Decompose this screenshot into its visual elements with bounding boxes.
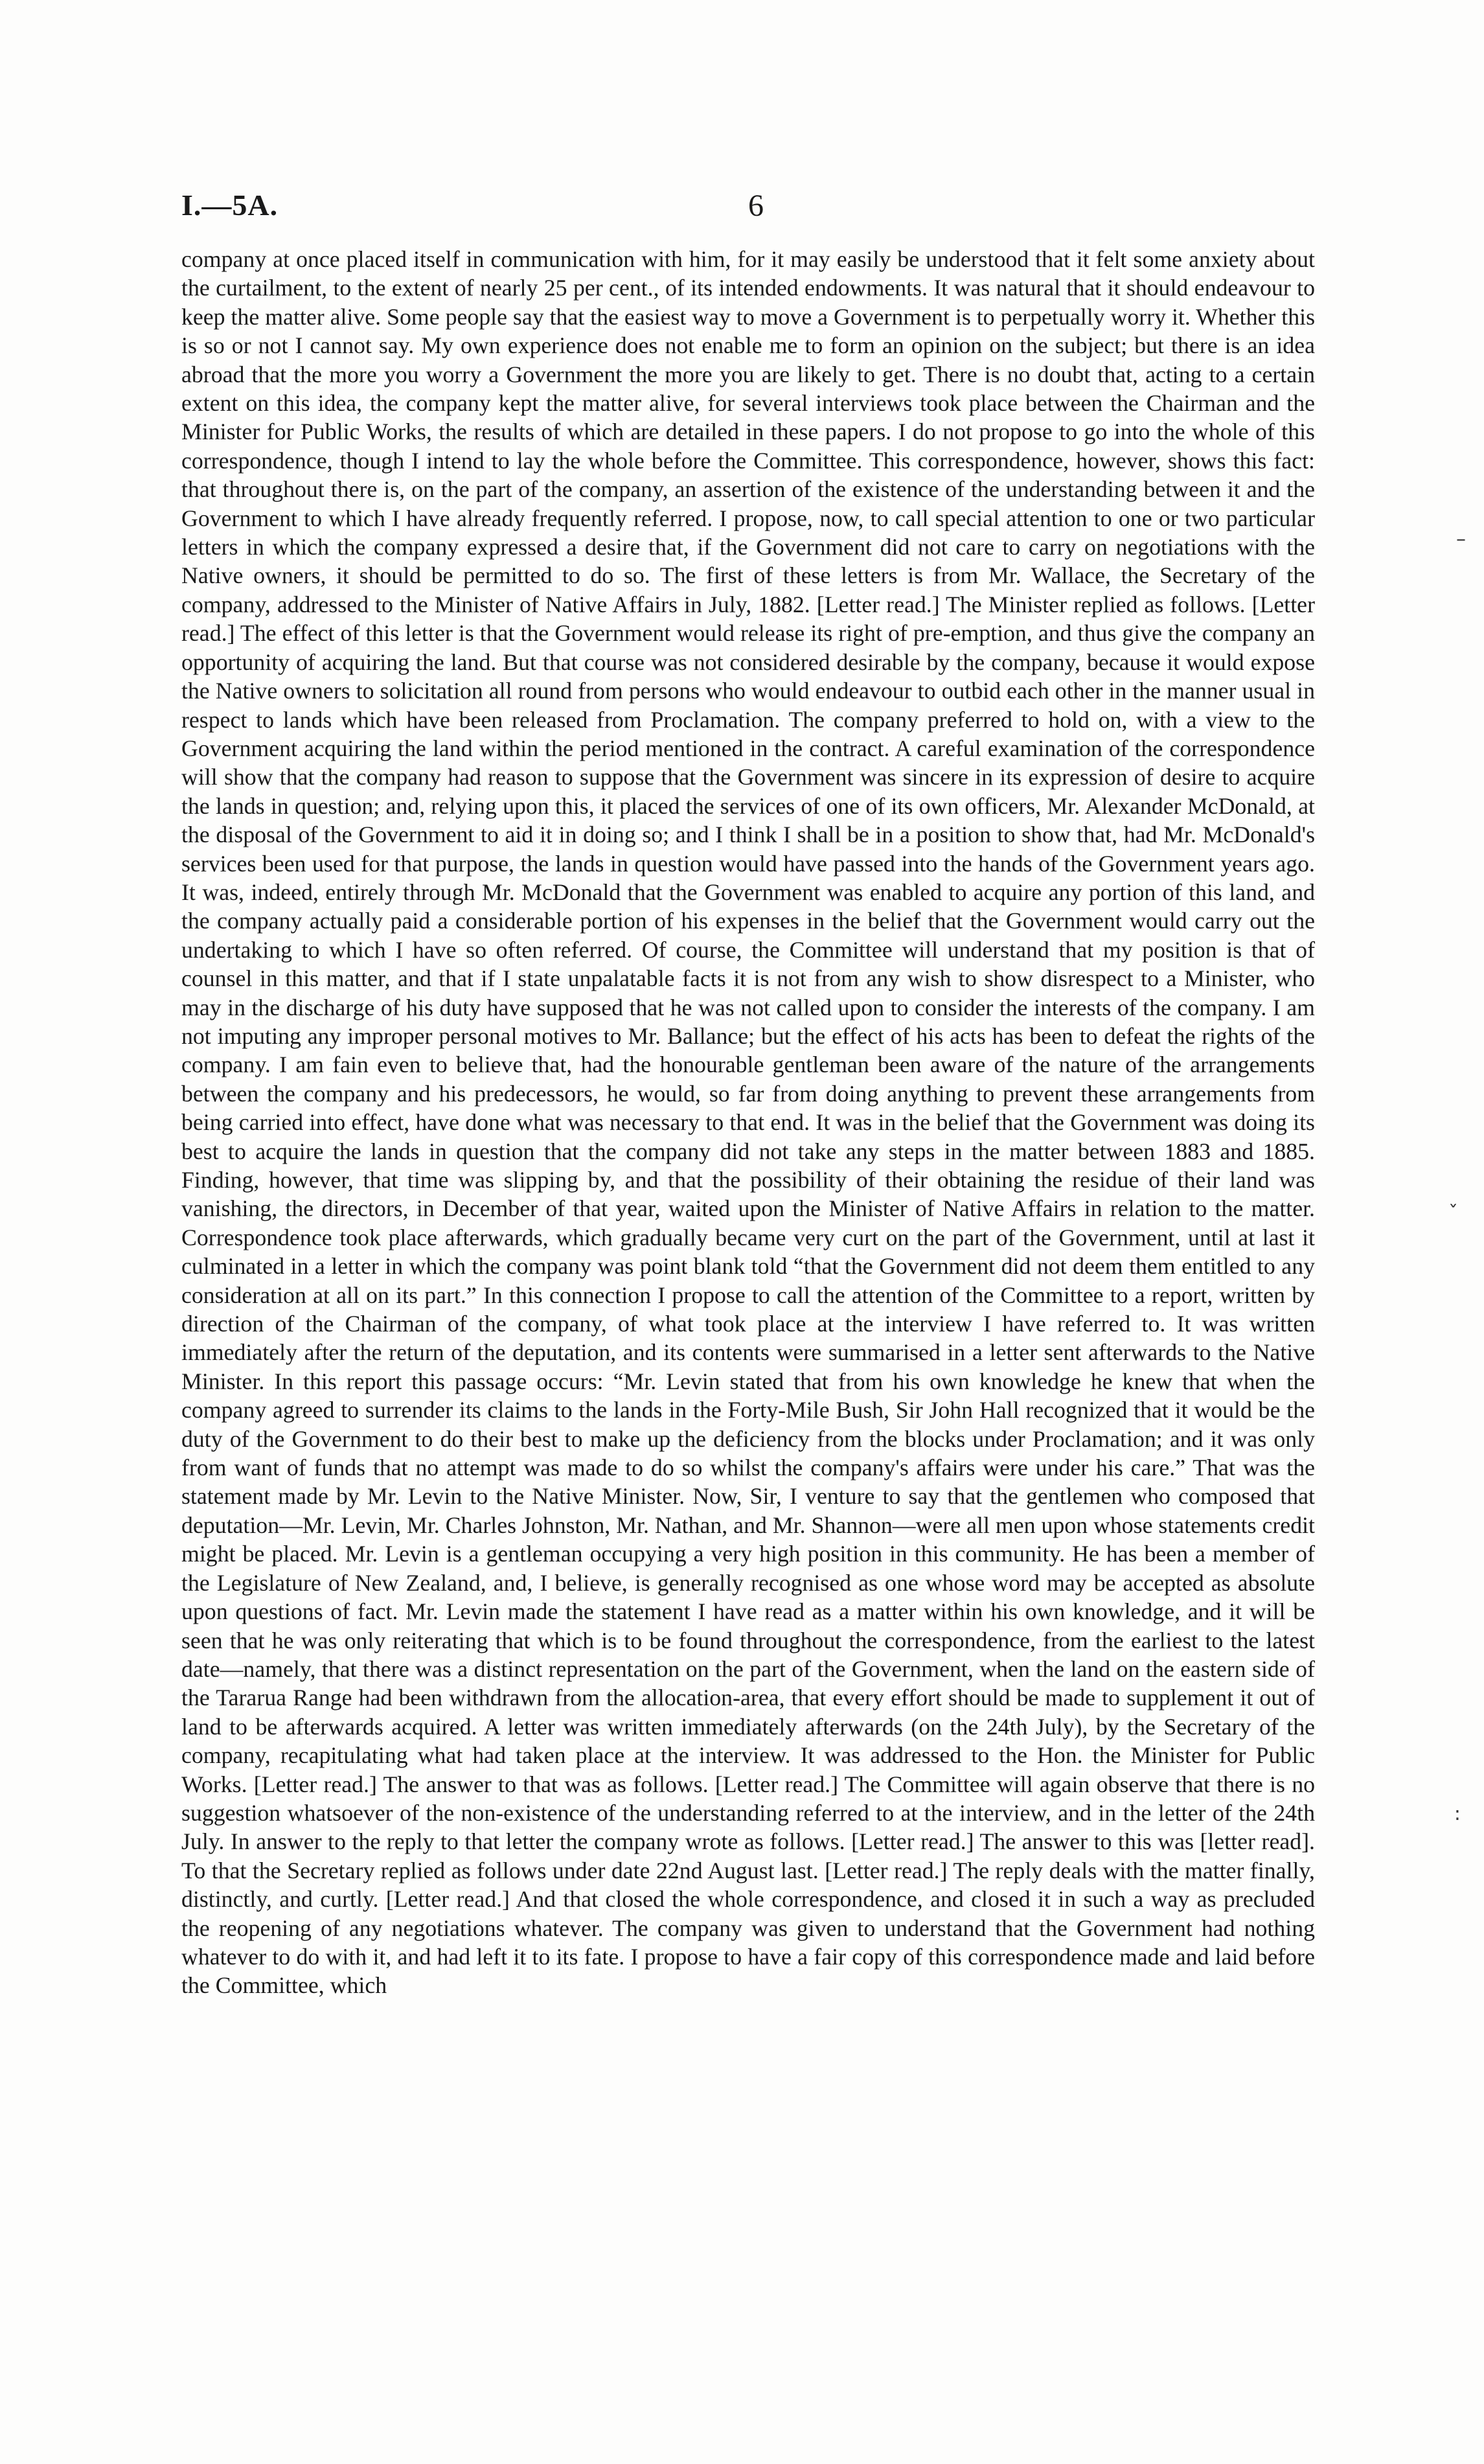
margin-mark-middle: ˇ <box>1448 1202 1458 1225</box>
body-paragraph: company at once placed itself in communication with him, for it may easily be understood that it felt some anxiety about the curtailment, to the extent of nearly 25 per cent., of its intended endowments. It was natural that it should endeavour to keep the matter alive. Some people say that the easiest way to move a Government is to perpetually worry it. Whether this is so or not I cannot say. My own experience does not enable me to form an opinion on the subject; but there is an idea abroad that the more you worry a Government the more you are likely to get. There is no doubt that, acting to a certain extent on this idea, the company kept the matter alive, for several interviews took place between the Chairman and the Minister for Public Works, the results of which are detailed in these papers. I do not propose to go into the whole of this correspondence, though I intend to lay the whole before the Committee. This correspondence, however, shows this fact: that throughout there is, on the part of the company, an assertion of the existence of the understanding between it and the Government to which I have already frequently referred. I propose, now, to call special attention to one or two particular letters in which the company expressed a desire that, if the Government did not care to carry on negotiations with the Native owners, it should be permitted to do so. The first of these letters is from Mr. Wallace, the Secretary of the company, addressed to the Minister of Native Affairs in July, 1882. [Letter read.] The Minister replied as follows. [Letter read.] The effect of this letter is that the Government would release its right of pre-emption, and thus give the company an opportunity of acquiring the land. But that course was not considered desirable by the company, because it would expose the Native owners to solicitation all round from persons who would endeavour to outbid each other in the manner usual in respect to lands which have been released from Proclamation. The company preferred to hold on, with a view to the Government acquiring the land within the period mentioned in the contract. A careful examination of the correspondence will show that the company had reason to suppose that the Government was sincere in its expression of desire to acquire the lands in question; and, relying upon this, it placed the services of one of its own officers, Mr. Alexander McDonald, at the disposal of the Government to aid it in doing so; and I think I shall be in a position to show that, had Mr. McDonald's services been used for that purpose, the lands in question would have passed into the hands of the Government years ago. It was, indeed, entirely through Mr. McDonald that the Government was enabled to acquire any portion of this land, and the company actually paid a considerable portion of his expenses in the belief that the Government would carry out the undertaking to which I have so often referred. Of course, the Committee will understand that my position is that of counsel in this matter, and that if I state unpalatable facts it is not from any wish to show disrespect to a Minister, who may in the discharge of his duty have supposed that he was not called upon to consider the interests of the company. I am not imputing any improper personal motives to Mr. Ballance; but the effect of his acts has been to defeat the rights of the company. I am fain even to believe that, had the honourable gentleman been aware of the nature of the arrangements between the company and his predecessors, he would, so far from doing anything to prevent these arrangements from being carried into effect, have done what was necessary to that end. It was in the belief that the Government was doing its best to acquire the lands in question that the company did not take any steps in the matter between 1883 and 1885. Finding, however, that time was slipping by, and that the possibility of their obtaining the residue of their land was vanishing, the directors, in December of that year, waited upon the Minister of Native Affairs in relation to the matter. Correspondence took place afterwards, which gradually became very curt on the part of the Government, until at last it culminated in a letter in which the company was point blank told “that the Government did not deem them entitled to any consideration at all on its part.” In this connection I propose to call the attention of the Committee to a report, written by direction of the Chairman of the company, of what took place at the interview I have referred to. It was written immediately after the return of the deputation, and its contents were summarised in a letter sent afterwards to the Native Minister. In this report this passage occurs: “Mr. Levin stated that from his own knowledge he knew that when the company agreed to surrender its claims to the lands in the Forty-Mile Bush, Sir John Hall recognized that it would be the duty of the Government to do their best to make up the deficiency from the blocks under Proclamation; and it was only from want of funds that no attempt was made to do so whilst the company's affairs were under his care.” That was the statement made by Mr. Levin to the Native Minister. Now, Sir, I venture to say that the gentlemen who composed that deputation—Mr. Levin, Mr. Charles Johnston, Mr. Nathan, and Mr. Shannon—were all men upon whose statements credit might be placed. Mr. Levin is a gentleman occupying a very high position in this community. He has been a member of the Legislature of New Zealand, and, I believe, is generally recognised as one whose word may be accepted as absolute upon questions of fact. Mr. Levin made the statement I have read as a matter within his own knowledge, and it will be seen that he was only reiterating that which is to be found throughout the correspondence, from the earliest to the latest date—namely, that there was a distinct representation on the part of the Government, when the land on the eastern side of the Tararua Range had been withdrawn from the allocation-area, that every effort should be made to supplement it out of land to be afterwards acquired. A letter was written immediately afterwards (on the 24th July), by the Secretary of the company, recapitulating what had taken place at the interview. It was addressed to the Hon. the Minister for Public Works. [Letter read.] The answer to that was as follows. [Letter read.] The Committee will again observe that there is no suggestion whatsoever of the non-existence of the understanding referred to at the interview, and in the letter of the 24th July. In answer to the reply to that letter the company wrote as follows. [Letter read.] The answer to this was [letter read]. To that the Secretary replied as follows under date 22nd August last. [Letter read.] The reply deals with the matter finally, distinctly, and curtly. [Letter read.] And that closed the whole correspondence, and closed it in such a way as precluded the reopening of any negotiations whatever. The company was given to understand that the Government had nothing whatever to do with it, and had left it to its fate. I propose to have a fair copy of this correspondence made and laid before the Committee, which <box>181 246 1315 1999</box>
document-reference: I.—5A. <box>181 189 279 222</box>
page-number: 6 <box>748 189 764 223</box>
page-header <box>181 188 1308 227</box>
margin-mark-top: – <box>1456 528 1466 551</box>
margin-mark-bottom: ∶ <box>1455 1804 1460 1827</box>
